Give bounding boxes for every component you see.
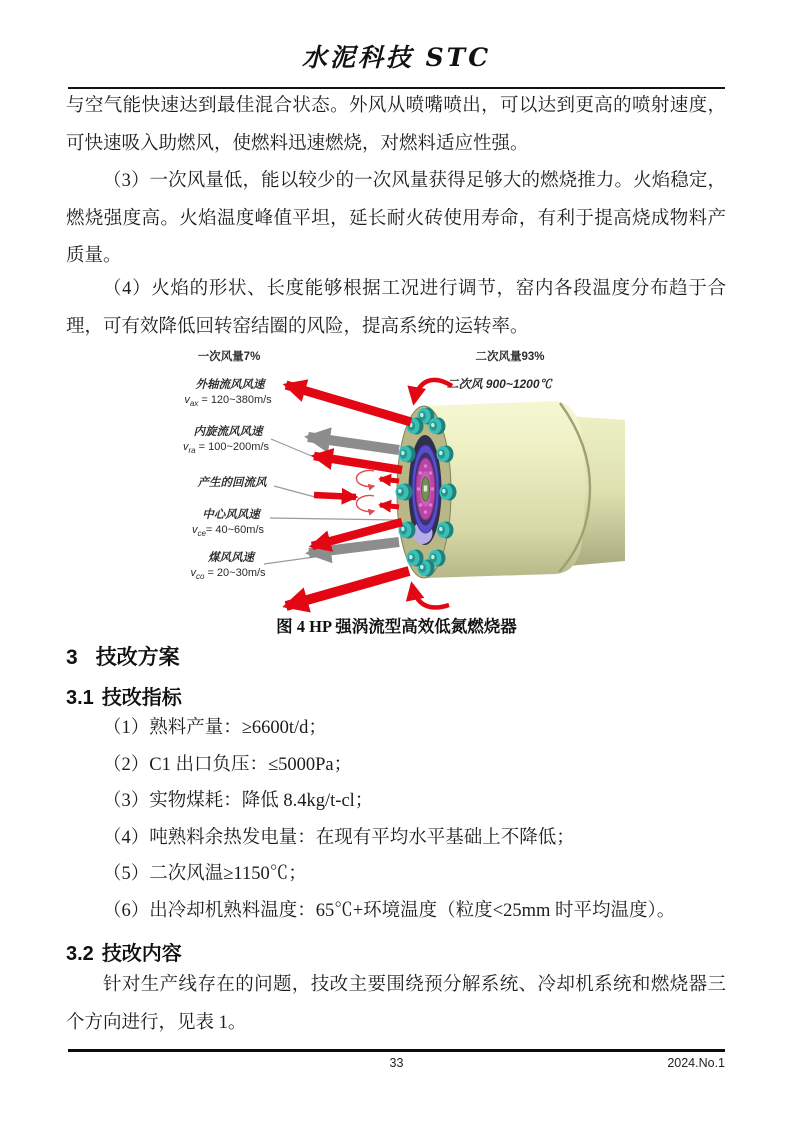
section-title: 技改指标 (101, 687, 182, 709)
burner-illustration (396, 401, 626, 578)
coal-air-name: 煤风风速 (208, 552, 254, 564)
secondary-air-label: 二次风量93% (475, 351, 545, 363)
list-item: （3）实物煤耗：降低 8.4kg/t-cl； (103, 791, 374, 812)
section-number: 3.2 (66, 943, 94, 965)
axial-flow-name: 外轴流风风速 (195, 379, 265, 391)
list-item: （6）出冷却机熟料温度：65℃+环境温度（粒度<25mm 时平均温度）。 (103, 900, 676, 921)
gray-arrow-inner-swirl (308, 437, 399, 450)
coal-air-value: $v_{co}$ = 20~30m/s (190, 567, 266, 581)
paragraph-point3: （3）一次风量低，能以较少的一次风量获得足够大的燃烧推力。火焰稳定，燃烧强度高。火焰温度峰值平坦，延长耐火砖使用寿命，有利于提高烧成物料产质量。 (66, 171, 726, 266)
axial-flow-value: $v_{ax}$ = 120~380m/s (184, 394, 272, 408)
list-item: （2）C1 出口负压：≤5000Pa； (103, 754, 353, 775)
center-nozzle-tip (424, 486, 427, 492)
section-heading-3-2 (66, 937, 182, 966)
inner-swirl-value: $v_{ra}$ = 100~200m/s (182, 441, 270, 455)
center-air-name: 中心风风速 (202, 509, 260, 521)
section-number: 3 (66, 646, 78, 669)
section-number: 3.1 (66, 687, 94, 709)
red-arrow-upper-mid (314, 456, 402, 470)
recirculation-hooks (356, 471, 374, 512)
indicator-list (66, 710, 726, 930)
recirculation-name: 产生的回流风 (197, 477, 267, 489)
figure-caption: 图 4 HP 强涡流型高效低氮燃烧器 (276, 617, 517, 636)
red-arrow-axial-bottom (286, 571, 409, 606)
burner-diagram-svg (128, 340, 668, 630)
section-title: 技改方案 (95, 646, 180, 669)
paragraph-point4: （4）火焰的形状、长度能够根据工况进行调节，窑内各段温度分布趋于合理，可有效降低回转窑结圈的风险，提高系统的运转率。 (66, 279, 726, 337)
section-title: 技改内容 (101, 943, 182, 965)
section-heading-3 (66, 641, 180, 671)
list-item: （4）吨熟料余热发电量：在现有平均水平基础上不降低； (103, 827, 575, 848)
issue-label: 2024.No.1 (667, 1056, 725, 1070)
curved-arrow-bottom-icon (412, 585, 449, 608)
red-arrow-axial-top (286, 385, 411, 422)
list-item: （1）熟料产量：≥6600t/d； (103, 718, 327, 738)
paragraph-content-intro: 针对生产线存在的问题，技改主要围绕预分解系统、冷却机系统和燃烧器三个方向进行，见表 1。 (66, 975, 726, 1033)
section-heading-3-1 (66, 681, 182, 710)
red-arrow-recirculation (314, 495, 356, 497)
recirculation-hook-icon (356, 471, 374, 487)
red-arrow-center-1 (380, 479, 399, 481)
red-flow-arrows (286, 385, 411, 606)
page-number: 33 (389, 1056, 404, 1070)
inner-swirl-name: 内旋流风风速 (193, 426, 263, 438)
burner-figure (128, 340, 668, 630)
footer-divider (68, 1049, 725, 1052)
journal-title: 水泥科技 STC (301, 43, 492, 72)
secondary-air-note: 二次风 900~1200℃ (446, 377, 552, 391)
red-arrow-center-2 (380, 505, 399, 507)
center-air-value: $v_{ce}=$ 40~60m/s (191, 524, 265, 538)
list-item: （5）二次风温≥1150℃； (103, 864, 307, 885)
paragraph-mixing: 与空气能快速达到最佳混合状态。外风从喷嘴喷出，可以达到更高的喷射速度，可快速吸入助燃风，使燃料迅速燃烧，对燃料适应性强。 (66, 96, 726, 154)
primary-air-label: 一次风量7% (197, 351, 261, 363)
recirculation-hook-icon (356, 496, 374, 512)
